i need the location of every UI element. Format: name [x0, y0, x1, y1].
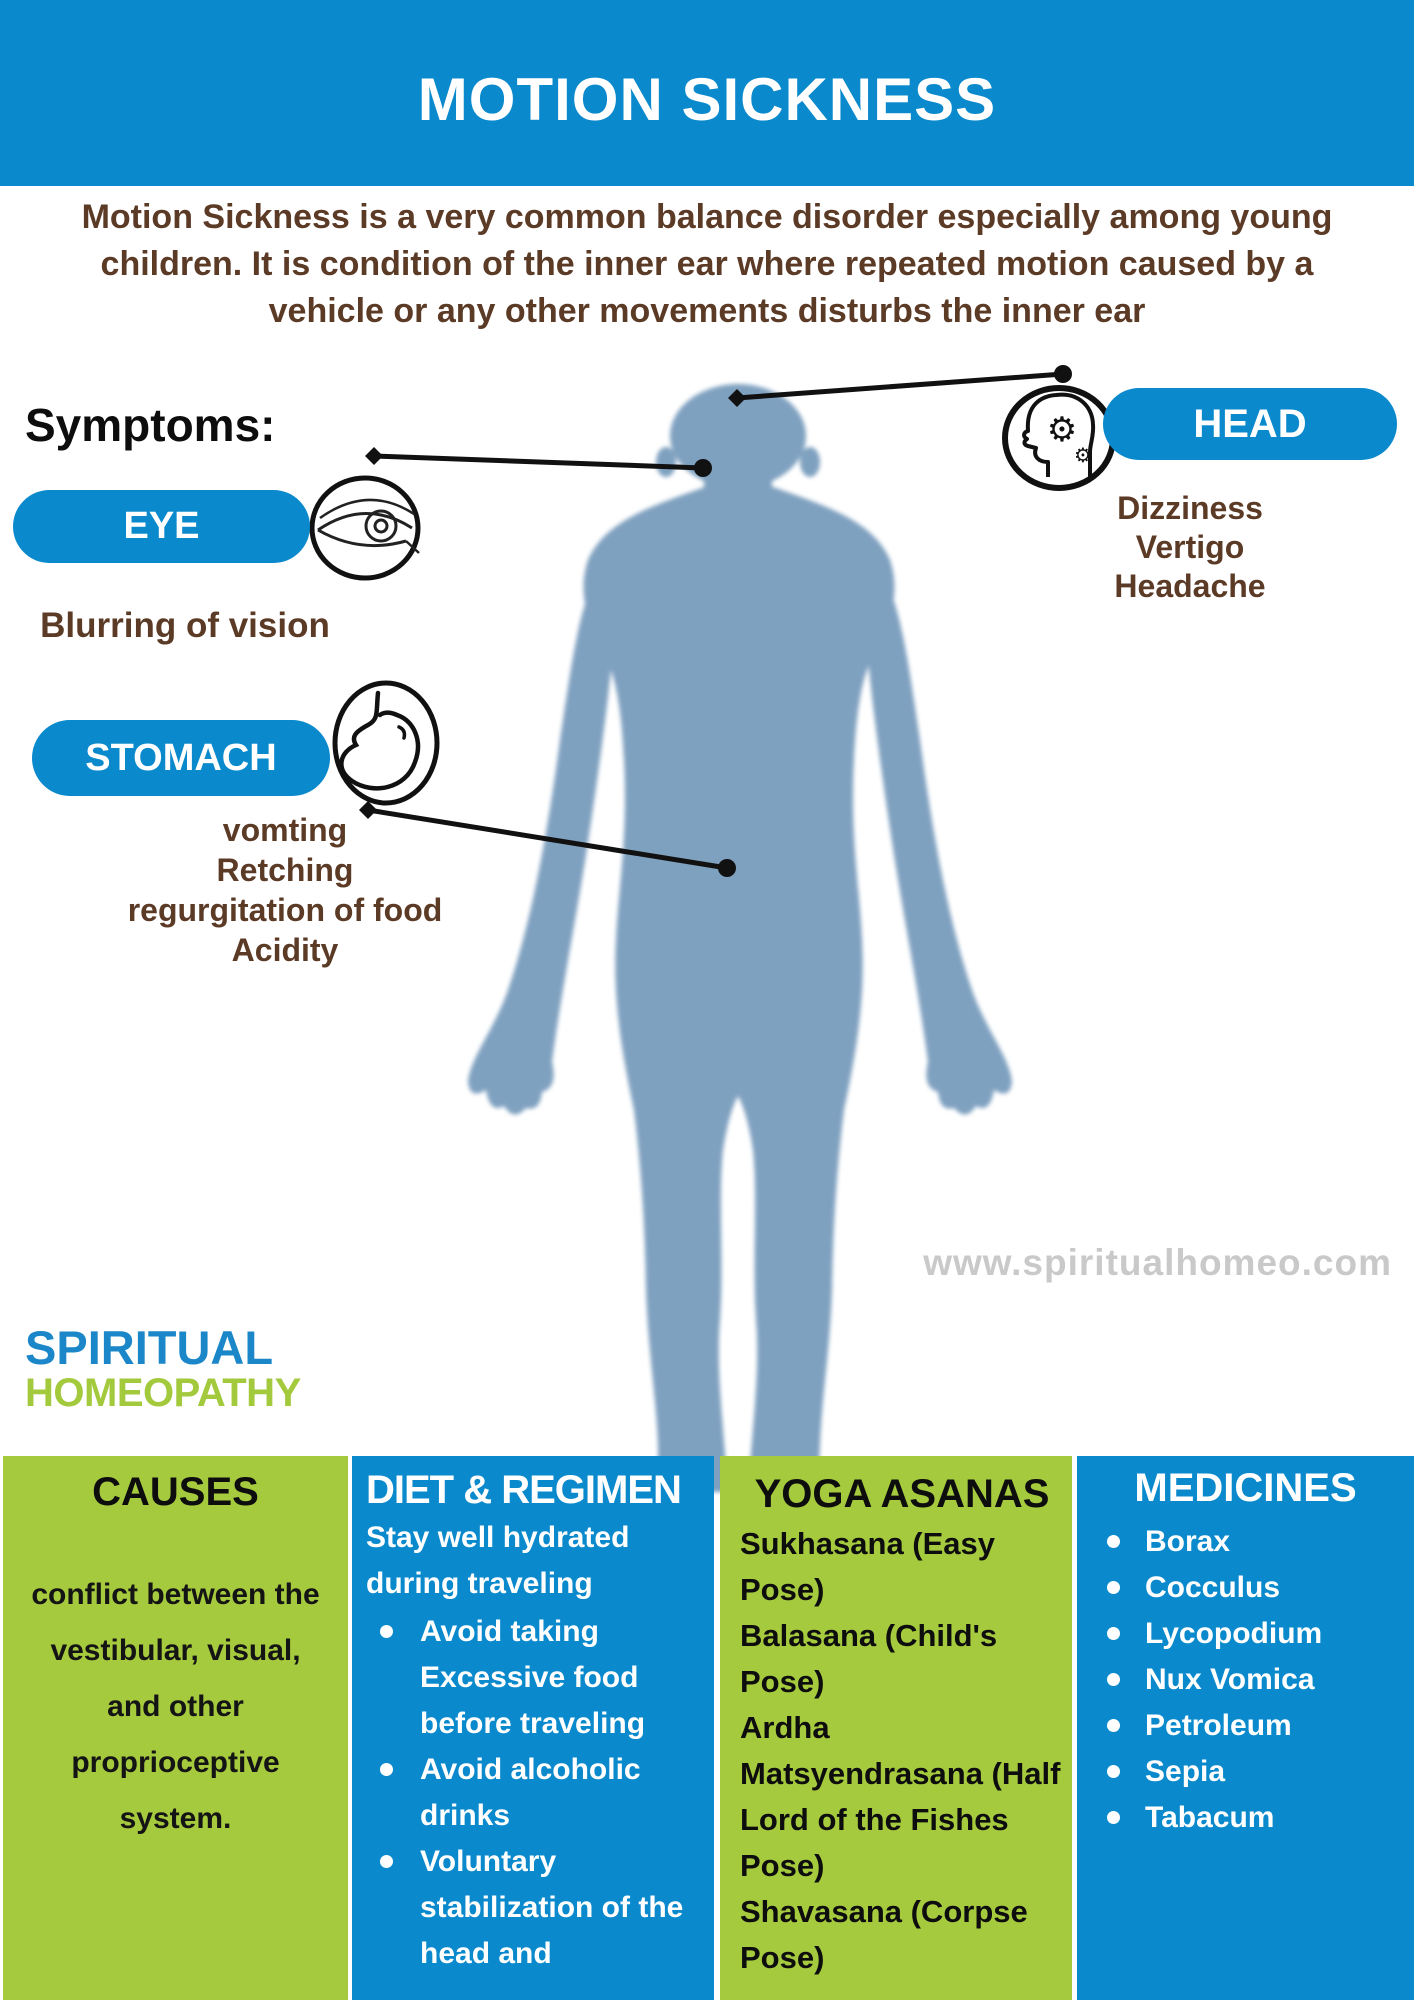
head-connector-line	[737, 374, 1063, 398]
stomach-symptom: regurgitation of food	[127, 892, 443, 928]
medicines-title: MEDICINES	[1134, 1466, 1357, 1510]
logo-line-spiritual: SPIRITUAL	[25, 1321, 274, 1374]
diet-bullet: Avoid alcoholic drinks	[366, 1747, 704, 1839]
diet-bullet: Voluntary stabilization of the head and	[366, 1839, 704, 1977]
diet-bullet: Avoid taking Excessive food before traveling	[366, 1609, 704, 1747]
logo-line-homeopathy: HOMEOPATHY	[25, 1370, 301, 1415]
head-symptom: Dizziness	[1117, 490, 1263, 526]
stomach-icon	[335, 683, 437, 803]
medicine-item: Nux Vomica	[1085, 1657, 1406, 1703]
svg-text:⚙: ⚙	[1046, 410, 1078, 450]
head-label-pill	[1103, 388, 1397, 460]
eye-icon	[312, 478, 419, 578]
head-symptom: Vertigo	[1135, 529, 1245, 565]
intro-line-3: vehicle or any other movements disturbs the inner ear	[268, 292, 1146, 330]
eye-line-dot	[694, 459, 712, 477]
eye-line-diamond	[365, 447, 383, 465]
stomach-label: STOMACH	[85, 736, 277, 779]
intro-line-1: Motion Sickness is a very common balance disorder especially among young	[81, 198, 1333, 236]
yoga-asanas-title: YOGA ASANAS	[754, 1472, 1050, 1516]
intro-line-2: children. It is condition of the inner ear where repeated motion caused by a	[100, 245, 1314, 283]
yoga-item-list	[740, 1521, 1064, 1981]
medicine-item: Borax	[1085, 1519, 1406, 1565]
causes-panel	[3, 1456, 348, 2000]
svg-text:⚙: ⚙	[1074, 443, 1092, 467]
yoga-item: Shavasana (Corpse Pose)	[740, 1894, 1028, 1975]
brand-logo	[25, 1321, 301, 1415]
eye-label-pill	[13, 490, 310, 563]
symptoms-heading: Symptoms:	[25, 399, 276, 451]
website-watermark: www.spiritualhomeo.com	[923, 1242, 1392, 1283]
diet-regimen-title: DIET & REGIMEN	[366, 1468, 681, 1512]
stomach-symptom: Acidity	[231, 932, 339, 968]
stomach-label-pill	[32, 720, 330, 796]
stomach-symptom: Retching	[216, 852, 354, 888]
causes-text: conflict between the vestibular, visual, and other proprioceptive system.	[31, 1578, 320, 1835]
medicines-list	[1085, 1519, 1406, 1841]
yoga-item: Balasana (Child's Pose)	[740, 1618, 998, 1699]
head-label: HEAD	[1193, 401, 1307, 446]
stomach-line-dot	[718, 859, 736, 877]
head-symptom-list	[1040, 489, 1340, 606]
stomach-symptom: vomting	[222, 812, 348, 848]
medicine-item: Lycopodium	[1085, 1611, 1406, 1657]
medicine-item: Sepia	[1085, 1749, 1406, 1795]
diet-intro: Stay well hydrated during traveling	[366, 1521, 630, 1600]
header-banner	[0, 0, 1414, 186]
causes-title: CAUSES	[92, 1470, 259, 1514]
medicines-panel	[1077, 1456, 1414, 2000]
intro-paragraph	[0, 194, 1414, 335]
yoga-item: Ardha Matsyendrasana (Half Lord of the Fishes Pose)	[740, 1710, 1061, 1883]
medicine-item: Cocculus	[1085, 1565, 1406, 1611]
head-line-diamond	[728, 389, 746, 407]
page-title: MOTION SICKNESS	[417, 65, 997, 133]
eye-symptom-note: Blurring of vision	[40, 606, 330, 645]
yoga-asanas-panel	[720, 1456, 1072, 2000]
medicine-item: Tabacum	[1085, 1795, 1406, 1841]
head-line-dot	[1054, 365, 1072, 383]
yoga-item: Sukhasana (Easy Pose)	[740, 1526, 996, 1607]
head-gears-icon	[1005, 388, 1113, 488]
head-symptom: Headache	[1114, 568, 1266, 604]
medicine-item: Petroleum	[1085, 1703, 1406, 1749]
eye-label: EYE	[123, 505, 200, 547]
diet-regimen-panel	[352, 1456, 714, 2000]
eye-connector-line	[374, 456, 703, 468]
stomach-symptom-list	[65, 810, 505, 970]
diet-bullet-list	[366, 1609, 704, 1977]
